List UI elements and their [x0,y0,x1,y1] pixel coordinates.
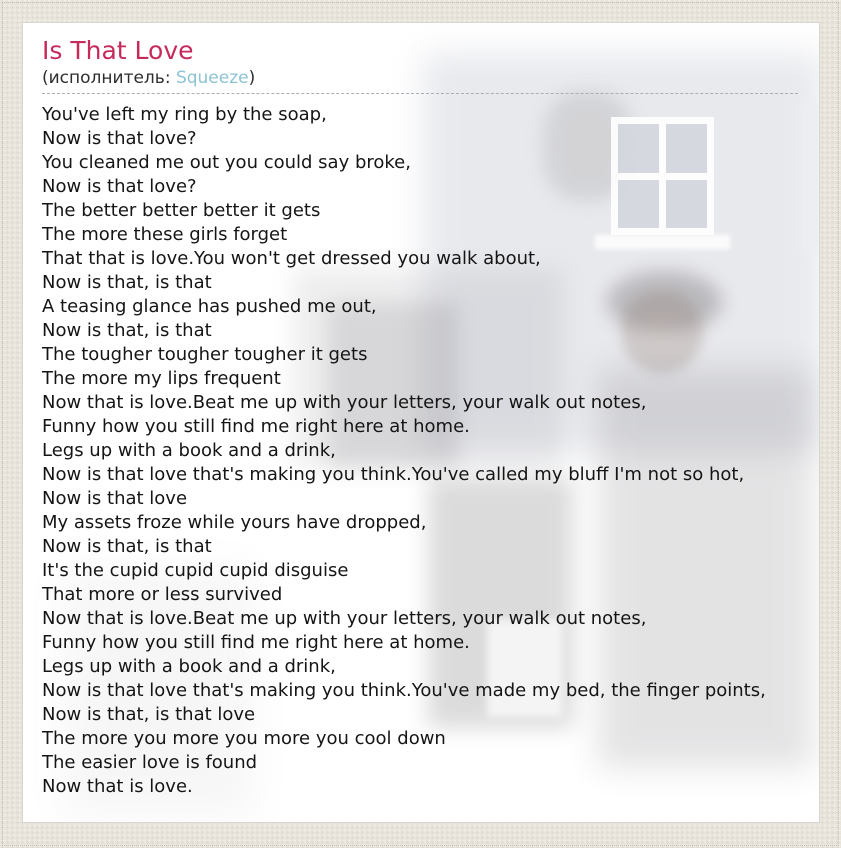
lyric-line: Now is that, is that [42,272,212,293]
lyric-line: The better better better it gets [42,200,321,221]
lyric-line: A teasing glance has pushed me out, [42,296,377,317]
lyric-line: Now that is love.Beat me up with your letters, your walk out notes, [42,608,647,629]
lyric-line: Now is that love that's making you think.You've called my bluff I'm not so hot, [42,464,745,485]
lyric-line: You've left my ring by the soap, [42,104,327,125]
lyric-line: Funny how you still find me right here at home. [42,632,470,653]
lyric-line: You cleaned me out you could say broke, [42,152,411,173]
lyric-line: The easier love is found [42,752,258,773]
artist-label-prefix: (исполнитель: [42,68,176,88]
lyric-line: That that is love.You won't get dressed you walk about, [42,248,541,269]
lyric-line: That more or less survived [42,584,283,605]
lyric-line: Now is that love? [42,176,197,197]
lyric-line: My assets froze while yours have dropped, [42,512,427,533]
lyric-line: The tougher tougher tougher it gets [42,344,368,365]
artist-label-suffix: ) [248,68,256,88]
lyric-line: Legs up with a book and a drink, [42,656,336,677]
lyric-line: Funny how you still find me right here at home. [42,416,470,437]
dashed-separator [42,93,798,94]
lyric-line: Now is that, is that [42,320,212,341]
lyric-line: Now is that love [42,488,188,509]
lyric-line: Now is that, is that [42,536,212,557]
lyric-line: Now that is love.Beat me up with your letters, your walk out notes, [42,392,647,413]
lyric-line: The more my lips frequent [42,368,281,389]
song-title: Is That Love [42,36,194,65]
artist-link[interactable]: Squeeze [175,68,249,88]
lyric-line: The more you more you more you cool down [42,728,446,749]
lyrics-page-content [23,23,819,799]
lyric-line: Now is that, is that love [42,704,256,725]
lyric-line: Now that is love. [42,776,193,797]
lyric-line: It's the cupid cupid cupid disguise [42,560,349,581]
lyrics-text [42,103,819,799]
lyric-line: The more these girls forget [42,224,288,245]
lyric-line: Now is that love? [42,128,197,149]
lyric-line: Now is that love that's making you think.You've made my bed, the finger points, [42,680,766,701]
artist-line [42,67,819,89]
lyric-line: Legs up with a book and a drink, [42,440,336,461]
content-box [22,22,820,823]
